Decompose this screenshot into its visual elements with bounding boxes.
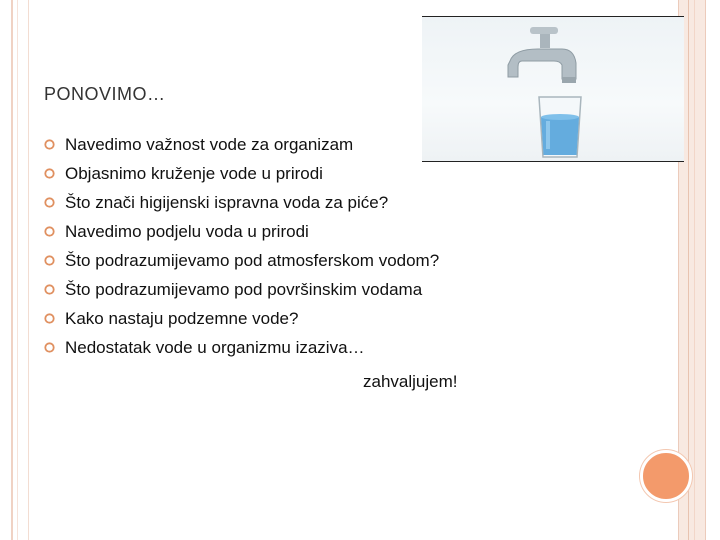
bullet-text: Objasnimo kruženje vode u prirodi xyxy=(65,163,323,183)
bullet-text: Što podrazumijevamo pod površinskim vodama xyxy=(65,279,423,299)
list-item xyxy=(44,159,439,188)
left-border-decoration xyxy=(11,0,29,540)
bullet-text: Navedimo važnost vode za organizam xyxy=(65,134,354,154)
tap-and-glass-image xyxy=(422,16,684,162)
bullet-text: Što podrazumijevamo pod atmosferskom vodom? xyxy=(65,250,440,270)
bullet-text: Navedimo podjelu voda u prirodi xyxy=(65,221,309,241)
orange-circle-decoration xyxy=(640,450,692,502)
circle-outline-icon xyxy=(44,313,55,324)
water-tap-icon xyxy=(508,27,576,83)
left-border-line xyxy=(17,0,18,540)
list-item xyxy=(44,246,439,275)
circle-outline-icon xyxy=(44,168,55,179)
circle-outline-icon xyxy=(44,284,55,295)
list-item xyxy=(44,188,439,217)
circle-outline-icon xyxy=(44,197,55,208)
closing-text: zahvaljujem! xyxy=(363,372,458,391)
list-item xyxy=(44,130,439,159)
bullet-text: Nedostatak vode u organizmu izaziva… xyxy=(65,337,365,357)
tap-and-glass-illustration xyxy=(422,17,684,163)
right-border-line xyxy=(688,0,689,540)
bullet-text: Što znači higijenski ispravna voda za piće? xyxy=(65,192,389,212)
circle-outline-icon xyxy=(44,226,55,237)
right-border-line-secondary xyxy=(694,0,695,540)
list-item xyxy=(44,333,439,362)
circle-outline-icon xyxy=(44,255,55,266)
list-item xyxy=(44,217,439,246)
list-item xyxy=(44,275,439,304)
circle-outline-icon xyxy=(44,139,55,150)
glass-of-water-icon xyxy=(539,97,581,157)
bullet-text: Kako nastaju podzemne vode? xyxy=(65,308,299,328)
list-item xyxy=(44,304,439,333)
slide-title: PONOVIMO… xyxy=(44,84,166,104)
circle-outline-icon xyxy=(44,342,55,353)
bullet-list xyxy=(44,130,439,362)
